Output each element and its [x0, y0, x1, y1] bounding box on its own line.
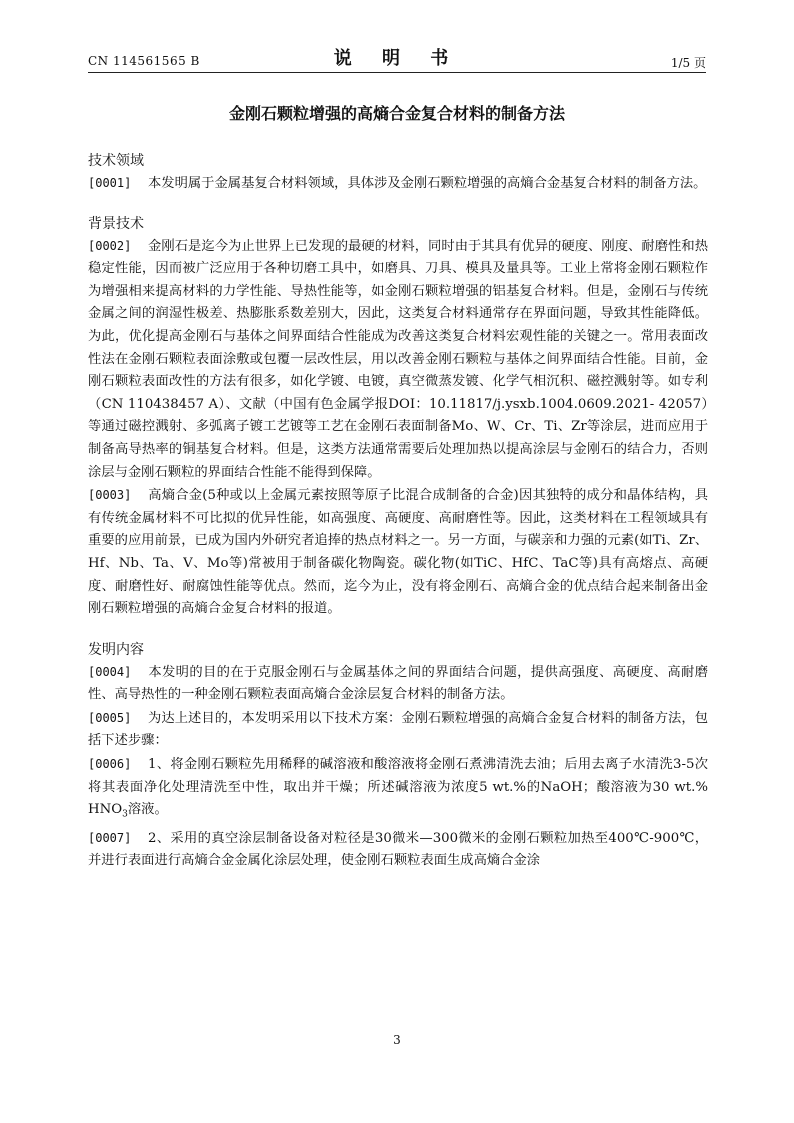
- patent-number: CN 114561565 B: [88, 54, 200, 68]
- document-type: 说 明 书: [333, 48, 461, 69]
- paragraph-text: 金刚石是迄今为止世界上已发现的最硬的材料，同时由于其具有优异的硬度、刚度、耐磨性和热稳定性能，因而被广泛应用于各种切磨工具中，如磨具、刀具、模具及量具等。工业上常将金刚石颗粒作为增强相来提高材料的力学性能、导热性能等，如金刚石颗粒增强的铝基复合材料。但是，金刚石与传统金属之间的润湿性极差、热膨胀系数差别大，因此，这类复合材料通常存在界面问题，导致其性能降低。为此，优化提高金刚石与基体之间界面结合性能成为改善这类复合材料宏观性能的关键之一。常用表面改性法在金刚石颗粒表面涂敷或包覆一层改性层，用以改善金刚石颗粒与基体之间界面结合性能。目前，金刚石颗粒表面改性的方法有很多，如化学镀、电镀，真空微蒸发镀、化学气相沉积、磁控溅射等。如专利（CN 110438457 A）、文献（中国有色金属学报DOI：10.11817/j.ysxb.1004.0609.2021- 42057）等通过磁控溅射、多弧离子镀工艺镀等工艺在金刚石表面制备Mo、W、Cr、Ti、Zr等涂层，进而应用于制备高导热率的铜基复合材料。但是，这类方法通常需要后处理加热以提高涂层与金刚石的结合力，否则涂层与金刚石颗粒的界面结合性能不能得到保障。: [88, 238, 708, 480]
- document-body: [88, 150, 708, 873]
- paragraph-text: 1、将金刚石颗粒先用稀释的碱溶液和酸溶液将金刚石煮沸清洗去油；后用去离子水清洗3-5次将其表面净化处理清洗至中性，取出并干燥；所述碱溶液为浓度5 wt.%的NaOH；酸溶液为30 wt.% HNO: [88, 757, 708, 818]
- paragraph-text: 本发明属于金属基复合材料领域，具体涉及金刚石颗粒增强的高熵合金基复合材料的制备方法。: [148, 176, 707, 191]
- heading-tech-field: 技术领域: [88, 153, 144, 169]
- paragraph-number: [0001]: [88, 176, 132, 190]
- paragraph-0004: [88, 661, 708, 707]
- subscript-text: 3: [122, 809, 128, 820]
- paragraph-number: [0004]: [88, 664, 132, 679]
- paragraph-text: 本发明的目的在于克服金刚石与金属基体之间的界面结合问题，提供高强度、高硬度、高耐磨性、高导热性的一种金刚石颗粒表面高熵合金涂层复合材料的制备方法。: [88, 664, 708, 703]
- paragraph-0005: [88, 707, 708, 753]
- paragraph-number: [0007]: [88, 830, 132, 845]
- paragraph-number: [0006]: [88, 757, 132, 772]
- paragraph-0007: [88, 827, 708, 873]
- paragraph-number: [0003]: [88, 488, 132, 503]
- paragraph-0001: [88, 172, 708, 196]
- paragraph-text-end: 溶液。: [127, 802, 168, 818]
- paragraph-text: 2、采用的真空涂层制备设备对粒径是30微米—300微米的金刚石颗粒加热至400℃-900℃，并进行表面进行高熵合金金属化涂层处理，使金刚石颗粒表面生成高熵合金涂: [88, 830, 708, 869]
- page-of-indicator: 1/5 页: [670, 56, 706, 70]
- paragraph-text: 为达上述目的，本发明采用以下技术方案：金刚石颗粒增强的高熵合金复合材料的制备方法，包括下述步骤：: [88, 710, 708, 749]
- heading-invention: 发明内容: [88, 641, 144, 658]
- heading-background: 背景技术: [88, 215, 144, 232]
- page-number: 3: [393, 1033, 401, 1047]
- paragraph-0003: [88, 484, 708, 621]
- document-title: 金刚石颗粒增强的高熵合金复合材料的制备方法: [228, 104, 565, 123]
- header-rule: [88, 72, 706, 73]
- paragraph-text: 高熵合金(5种或以上金属元素按照等原子比混合成制备的合金)因其独特的成分和晶体结构，具有传统金属材料不可比拟的优异性能，如高强度、高硬度、高耐磨性等。因此，这类材料在工程领域具有重要的应用前景，已成为国内外研究者追捧的热点材料之一。另一方面，与碳亲和力强的元素(如Ti、Zr、Hf、Nb、Ta、V、Mo等)常被用于制备碳化物陶瓷。碳化物(如TiC、HfC、TaC等)具有高熔点、高硬度、耐磨性好、耐腐蚀性能等优点。然而，迄今为止，没有将金刚石、高熵合金的优点结合起来制备出金刚石颗粒增强的高熵合金复合材料的报道。: [88, 488, 708, 617]
- paragraph-0002: [88, 235, 708, 485]
- paragraph-0006: [88, 753, 708, 826]
- paragraph-number: [0002]: [88, 238, 132, 253]
- paragraph-number: [0005]: [88, 710, 132, 725]
